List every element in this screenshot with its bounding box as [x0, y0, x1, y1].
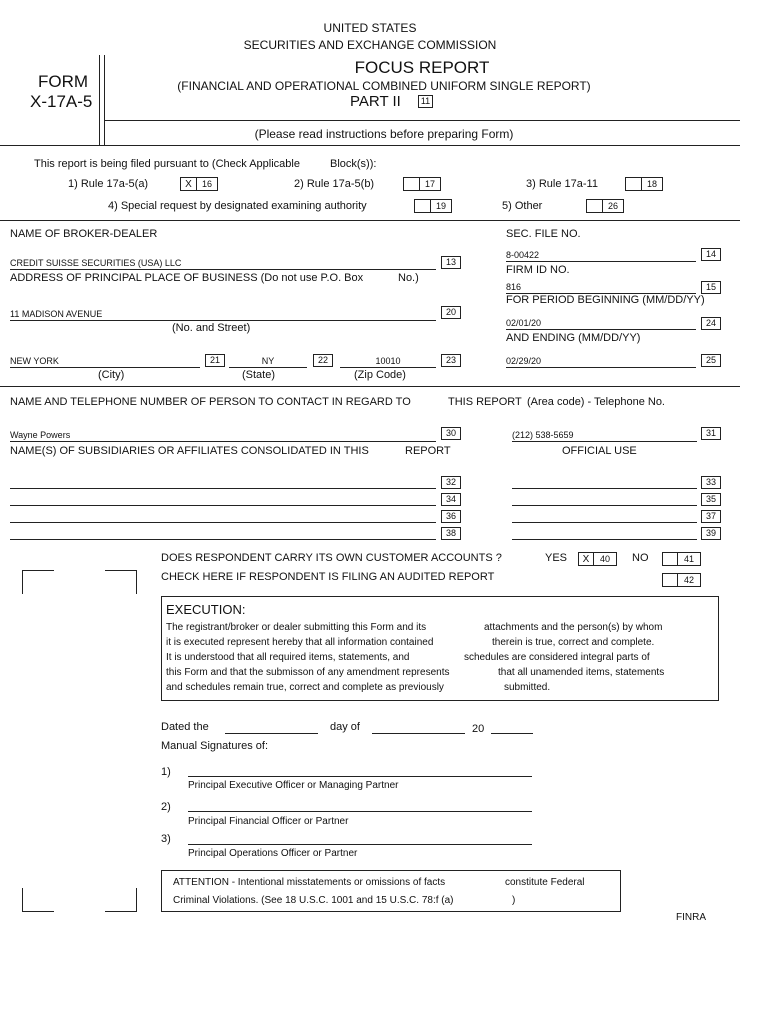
period-begin-field[interactable]: 02/01/20 [506, 318, 696, 330]
sec-file-field[interactable]: 8-00422 [506, 250, 696, 262]
contact-name-field[interactable]: Wayne Powers [10, 430, 436, 442]
block-20: 20 [441, 306, 461, 319]
block-30: 30 [441, 427, 461, 440]
special-request-checkbox[interactable] [414, 199, 430, 213]
execution-line-5b: submitted. [504, 682, 551, 693]
rule-17a11-checkbox[interactable] [625, 177, 641, 191]
block-25: 25 [701, 354, 721, 367]
instructions-note: (Please read instructions before preparing Form) [254, 127, 514, 141]
block-36: 36 [441, 510, 461, 523]
execution-box [161, 596, 719, 701]
agency-line-1: UNITED STATES [323, 21, 417, 35]
block-19: 19 [430, 199, 452, 213]
block-15: 15 [701, 281, 721, 294]
dated-label: Dated the [161, 721, 209, 733]
signature-2-number: 2) [161, 801, 171, 813]
rule-17a11-label: 3) Rule 17a-11 [526, 178, 598, 190]
corner-mark-bottom-right [105, 888, 137, 912]
signature-3-caption: Principal Operations Officer or Partner [188, 848, 358, 859]
broker-name-label: NAME OF BROKER-DEALER [10, 228, 158, 240]
block-32: 32 [441, 476, 461, 489]
official-line-3[interactable] [512, 522, 697, 523]
signature-2-line[interactable] [188, 811, 532, 812]
corner-mark-bottom-left [22, 888, 54, 912]
header-divider [99, 55, 100, 145]
subsidiaries-label-report: REPORT [405, 445, 451, 457]
block-21: 21 [205, 354, 225, 367]
filing-bottom-rule [0, 220, 740, 221]
period-end-field[interactable]: 02/29/20 [506, 356, 696, 368]
report-title: FOCUS REPORT [354, 58, 490, 77]
year-label: 20 [472, 723, 485, 735]
zip-caption: (Zip Code) [354, 369, 406, 381]
no-label: NO [632, 552, 649, 564]
rule-17a5b-label: 2) Rule 17a-5(b) [294, 178, 375, 190]
block-24: 24 [701, 317, 721, 330]
contact-phone-field[interactable]: (212) 538-5659 [512, 430, 697, 442]
block-31: 31 [701, 427, 721, 440]
official-use-label: OFFICIAL USE [562, 445, 637, 457]
corner-mark-top-left [22, 570, 54, 594]
attention-line-1b: constitute Federal [505, 877, 585, 888]
address-label: ADDRESS OF PRINCIPAL PLACE OF BUSINESS (Do not use P.O. Box [10, 272, 364, 284]
execution-line-3b: schedules are considered integral parts of [464, 652, 650, 663]
block-13: 13 [441, 256, 461, 269]
execution-line-1b: attachments and the person(s) by whom [484, 622, 663, 633]
execution-line-3a: It is understood that all required items, statements, and [166, 652, 410, 663]
form-label: FORM [38, 72, 89, 91]
contact-label-phone: (Area code) - Telephone No. [527, 396, 665, 408]
subsidiary-line-4[interactable] [10, 539, 436, 540]
period-end-label: AND ENDING (MM/DD/YY) [506, 332, 641, 344]
subsidiary-line-2[interactable] [10, 505, 436, 506]
attention-line-2b: ) [512, 895, 516, 906]
report-subtitle: (FINANCIAL AND OPERATIONAL COMBINED UNIFORM SINGLE REPORT) [177, 79, 591, 93]
block-40: 40 [593, 552, 617, 566]
other-checkbox[interactable] [586, 199, 602, 213]
execution-line-2b: therein is true, correct and complete. [492, 637, 655, 648]
attention-line-2a: Criminal Violations. (See 18 U.S.C. 1001 and 15 U.S.C. 78:f (a) [173, 895, 454, 906]
signature-1-line[interactable] [188, 776, 532, 777]
dated-year-field[interactable] [491, 733, 533, 734]
block-16: 16 [196, 177, 218, 191]
other-label: 5) Other [502, 200, 543, 212]
signature-3-line[interactable] [188, 844, 532, 845]
corner-mark-top-right [105, 570, 137, 594]
firm-id-label: FIRM ID NO. [506, 264, 570, 276]
header-bottom-rule [0, 145, 740, 146]
execution-line-1a: The registrant/broker or dealer submitting this Form and its [166, 622, 427, 633]
broker-name-field[interactable]: CREDIT SUISSE SECURITIES (USA) LLC [10, 258, 436, 270]
filing-intro-blocks: Block(s)): [330, 158, 377, 170]
attention-line-1a: ATTENTION - Intentional misstatements or omissions of facts [173, 877, 446, 888]
rule-17a5a-checkbox[interactable]: X [180, 177, 196, 191]
footer-agency: FINRA [676, 912, 706, 923]
dated-month-field[interactable] [372, 733, 465, 734]
period-begin-label: FOR PERIOD BEGINNING (MM/DD/YY) [506, 294, 705, 306]
contact-label-report: THIS REPORT [448, 396, 522, 408]
official-line-2[interactable] [512, 505, 697, 506]
block-18: 18 [641, 177, 663, 191]
audited-report-label: CHECK HERE IF RESPONDENT IS FILING AN AUDITED REPORT [161, 571, 495, 583]
block-42: 42 [677, 573, 701, 587]
agency-line-2: SECURITIES AND EXCHANGE COMMISSION [243, 38, 497, 52]
subsidiary-line-3[interactable] [10, 522, 436, 523]
state-caption: (State) [242, 369, 276, 381]
sec-file-label: SEC. FILE NO. [506, 228, 581, 240]
dated-day-field[interactable] [225, 733, 318, 734]
broker-bottom-rule [0, 386, 740, 387]
zip-field[interactable]: 10010 [340, 356, 436, 368]
block-34: 34 [441, 493, 461, 506]
execution-line-5a: and schedules remain true, correct and complete as previously [166, 682, 444, 693]
attention-box [161, 870, 621, 912]
official-line-4[interactable] [512, 539, 697, 540]
city-field[interactable]: NEW YORK [10, 356, 200, 368]
block-33: 33 [701, 476, 721, 489]
official-line-1[interactable] [512, 488, 697, 489]
block-39: 39 [701, 527, 721, 540]
signature-1-number: 1) [161, 766, 171, 778]
street-caption: (No. and Street) [172, 322, 251, 334]
block-22: 22 [313, 354, 333, 367]
block-37: 37 [701, 510, 721, 523]
signature-2-caption: Principal Financial Officer or Partner [188, 816, 349, 827]
block-14: 14 [701, 248, 721, 261]
signature-1-caption: Principal Executive Officer or Managing Partner [188, 780, 399, 791]
no-checkbox[interactable] [662, 552, 677, 566]
state-field[interactable]: NY [229, 356, 307, 368]
day-of-label: day of [330, 721, 360, 733]
customer-accounts-question: DOES RESPONDENT CARRY ITS OWN CUSTOMER ACCOUNTS ? [161, 552, 502, 564]
street-field[interactable]: 11 MADISON AVENUE [10, 309, 436, 321]
contact-label: NAME AND TELEPHONE NUMBER OF PERSON TO CONTACT IN REGARD TO [10, 396, 411, 408]
block-38: 38 [441, 527, 461, 540]
block-11: 11 [418, 95, 433, 108]
execution-line-2a: it is executed represent hereby that all information contained [166, 637, 434, 648]
city-caption: (City) [98, 369, 125, 381]
yes-checkbox[interactable]: X [578, 552, 593, 566]
block-17: 17 [419, 177, 441, 191]
rule-17a5a-label: 1) Rule 17a-5(a) [68, 178, 149, 190]
execution-line-4a: this Form and that the submisson of any amendment represents [166, 667, 450, 678]
block-35: 35 [701, 493, 721, 506]
execution-line-4b: that all unamended items, statements [498, 667, 665, 678]
rule-17a5b-checkbox[interactable] [403, 177, 419, 191]
signature-3-number: 3) [161, 833, 171, 845]
address-label-suffix: No.) [398, 272, 419, 284]
execution-heading: EXECUTION: [166, 602, 246, 617]
block-41: 41 [677, 552, 701, 566]
yes-label: YES [545, 552, 568, 564]
audited-checkbox[interactable] [662, 573, 677, 587]
header-rule [104, 120, 740, 121]
manual-signatures-label: Manual Signatures of: [161, 740, 269, 752]
subsidiary-line-1[interactable] [10, 488, 436, 489]
part-label: PART II [350, 93, 401, 110]
block-26: 26 [602, 199, 624, 213]
special-request-label: 4) Special request by designated examining authority [108, 200, 367, 212]
subsidiaries-label: NAME(S) OF SUBSIDIARIES OR AFFILIATES CONSOLIDATED IN THIS [10, 445, 369, 457]
block-23: 23 [441, 354, 461, 367]
filing-intro: This report is being filed pursuant to (Check Applicable [34, 158, 300, 170]
firm-id-field[interactable]: 816 [506, 282, 696, 294]
form-number: X-17A-5 [30, 92, 93, 111]
